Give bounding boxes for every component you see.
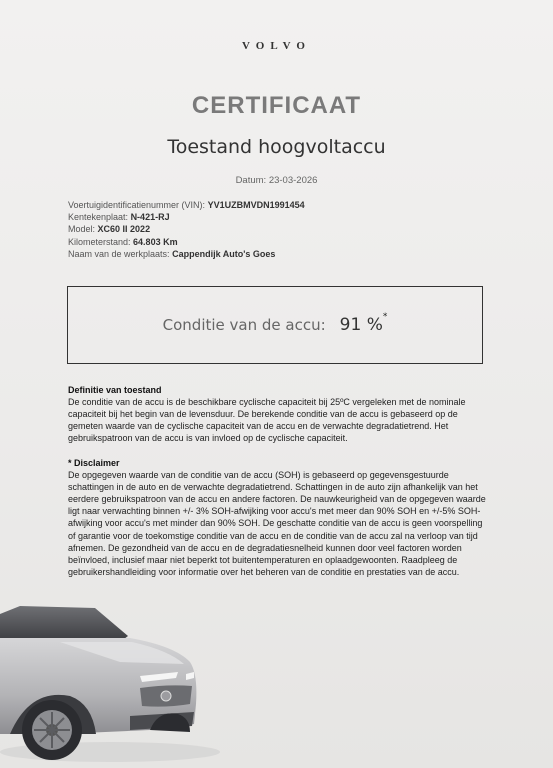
- definition-section: [68, 384, 492, 444]
- certificate-date: Datum: 23-03-2026: [235, 175, 318, 186]
- vehicle-details: [68, 199, 305, 260]
- mileage-row: [68, 236, 305, 248]
- model-row: [68, 223, 305, 235]
- workshop-value: Cappendijk Auto's Goes: [172, 248, 276, 259]
- model-value: XC60 II 2022: [97, 224, 151, 235]
- mileage-label: Kilometerstand:: [68, 236, 131, 247]
- certificate-subtitle: Toestand hoogvoltaccu: [167, 136, 386, 158]
- certificate-title: CERTIFICAAT: [191, 92, 362, 119]
- model-label: Model:: [68, 224, 96, 235]
- battery-condition-box: [67, 286, 483, 364]
- vin-label: Voertuigidentificatienummer (VIN):: [68, 200, 206, 210]
- disclaimer-marker: *: [382, 312, 388, 322]
- license-plate-label: Kentekenplaat:: [68, 212, 129, 223]
- definition-text: De conditie van de accu is de beschikbare cyclische capaciteit bij 25ºC vergeleken met de nominale capaciteit bij het begin van de levensduur. De berekende conditie van de accu is gebaseerd op de gemeten waarde van de cyclische capaciteit van de accu en de verwachte degradatietrend. Het gebruikspatroon van de accu is van invloed op de cyclische capaciteit.: [68, 397, 466, 444]
- battery-condition-label: Conditie van de accu:: [162, 316, 326, 334]
- license-plate-row: [68, 211, 305, 223]
- definition-heading: Definitie van toestand: [68, 385, 162, 395]
- disclaimer-section: [68, 457, 492, 578]
- workshop-row: [68, 248, 305, 260]
- suv-car-image: [0, 592, 240, 768]
- workshop-label: Naam van de werkplaats:: [68, 248, 170, 259]
- vin-row: [68, 199, 305, 211]
- license-plate-value: N-421-RJ: [130, 212, 170, 223]
- vin-value: YV1UZBMVDN1991454: [207, 200, 305, 210]
- battery-condition-value: [339, 312, 388, 335]
- battery-condition-percentage: 91 %: [339, 315, 383, 335]
- volvo-logo: VOLVO: [242, 40, 311, 52]
- mileage-value: 64.803 Km: [133, 236, 178, 247]
- disclaimer-heading: * Disclaimer: [68, 458, 120, 468]
- disclaimer-text: De opgegeven waarde van de conditie van de accu (SOH) is gebaseerd op gegevensgestuurde schattingen in de auto en de verwachte degradatietrend. Schattingen in de auto zijn afhankelijk van het eerdere gebruikspatroon van de accu en andere factoren. De nauwkeurigheid van de opgegeven waarde ligt naar verwachting binnen +/- 3% SOH-afwijking voor accu's met meer dan 90% SOH en +/-5% SOH-afwijking voor accu's met minder dan 90% SOH. De geschatte conditie van de accu is geen voorspelling of garantie voor de toekomstige conditie van de accu en de conditie van de accu zal na verloop van tijd afnemen. De gezondheid van de accu en de degradatiesnelheid kunnen door veel factoren worden beïnvloed, inclusief maar niet beperkt tot buitentemperaturen en oplaadgewoonten. Raadpleeg de gebruikershandleiding voor informatie over het beheren van de conditie en prestaties van de accu.: [68, 470, 486, 577]
